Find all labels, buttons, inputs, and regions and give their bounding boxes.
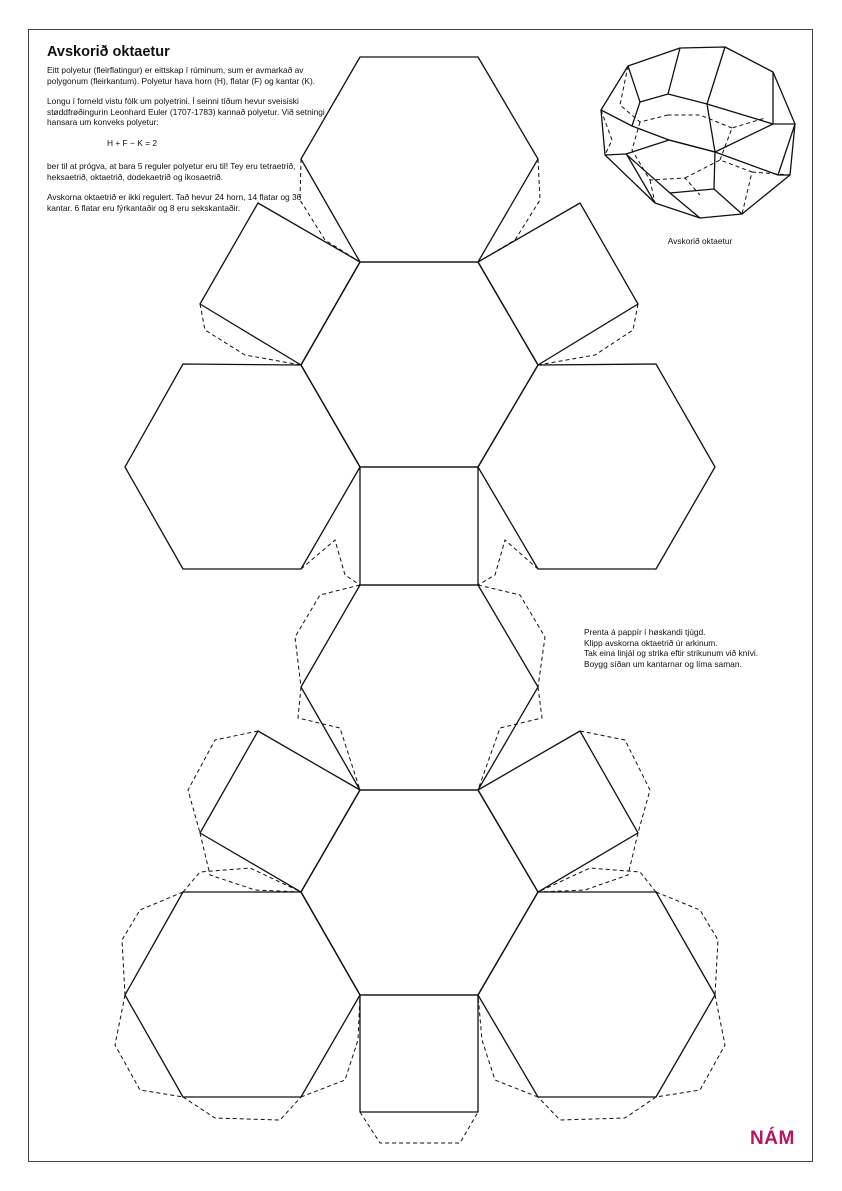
truncated-octahedron-preview (601, 47, 795, 218)
glue-tab (188, 731, 258, 833)
intro-paragraph: Avskorna oktaetrið er ikki regulert. Tað hevur 24 horn, 14 flatar og 36 kantar. 6 flatar eru fýrkantaðir og 8 eru sekskantaðir. (47, 192, 302, 213)
glue-tab (360, 1112, 478, 1143)
euler-formula: H + F − K = 2 (106, 137, 158, 148)
net-hexagon-face (301, 57, 538, 262)
net-hexagon-face (301, 790, 538, 995)
instructions (584, 627, 794, 669)
net-square-face (200, 731, 360, 892)
glue-tab (183, 868, 301, 892)
net-square-face (478, 731, 638, 892)
page-title: Avskorið oktaetur (47, 44, 170, 60)
glue-tab (580, 731, 650, 833)
glue-tab (295, 585, 360, 687)
net-square-face (360, 995, 478, 1112)
intro-paragraph: Longu í forneld vistu fólk um polyetrini. Í seinni tíðum hevur sveisiski støddfrøðingurin Leonhard Euler (1707-1783) kannað polyetur. Við setningi hansara um konveks polyetur: (47, 96, 325, 127)
glue-tab (478, 585, 545, 687)
glue-tab (478, 540, 538, 585)
nam-logo: NÁM (750, 1128, 795, 1149)
net-hexagon-face (478, 892, 715, 1097)
net-square-face (200, 203, 360, 365)
net-square-face (478, 203, 638, 365)
glue-tab (538, 868, 656, 892)
net-hexagon-face (301, 585, 538, 790)
glue-tab (183, 1097, 301, 1120)
instruction-line: Boygg síðan um kantarnar og líma saman. (584, 658, 742, 669)
instruction-line: Tak eina linjál og strika eftir strikunum við knívi. (584, 648, 759, 659)
net-square-face (360, 467, 478, 585)
net-hexagon-face (125, 892, 360, 1097)
glue-tab (538, 1097, 656, 1120)
net-hexagon-face (125, 364, 360, 569)
intro-paragraph: ber til at prógva, at bara 5 reguler polyetur eru til! Tey eru tetraetrið, heksaetrið, oktaetrið, dodekaetrið og ikosaetrið. (47, 161, 296, 182)
glue-tab (115, 995, 183, 1097)
glue-tab (656, 995, 725, 1097)
instruction-line: Prenta á pappír í høskandi tjúgd. (584, 627, 706, 637)
glue-tab (301, 540, 360, 585)
net-hexagon-face (478, 364, 715, 569)
intro-paragraph: Eitt polyetur (fleirflatingur) er eittskap í rúminum, sum er avmarkað av polygonum (fleirkantum). Polyetur hava horn (H), flatar (F) og kantar (K). (47, 65, 316, 86)
intro-text (47, 44, 327, 223)
preview-caption: Avskorið oktaetur (667, 236, 733, 246)
net-hexagon-face (301, 262, 538, 467)
instruction-line: Klipp avskorna oktaetrið úr arkinum. (584, 637, 718, 648)
